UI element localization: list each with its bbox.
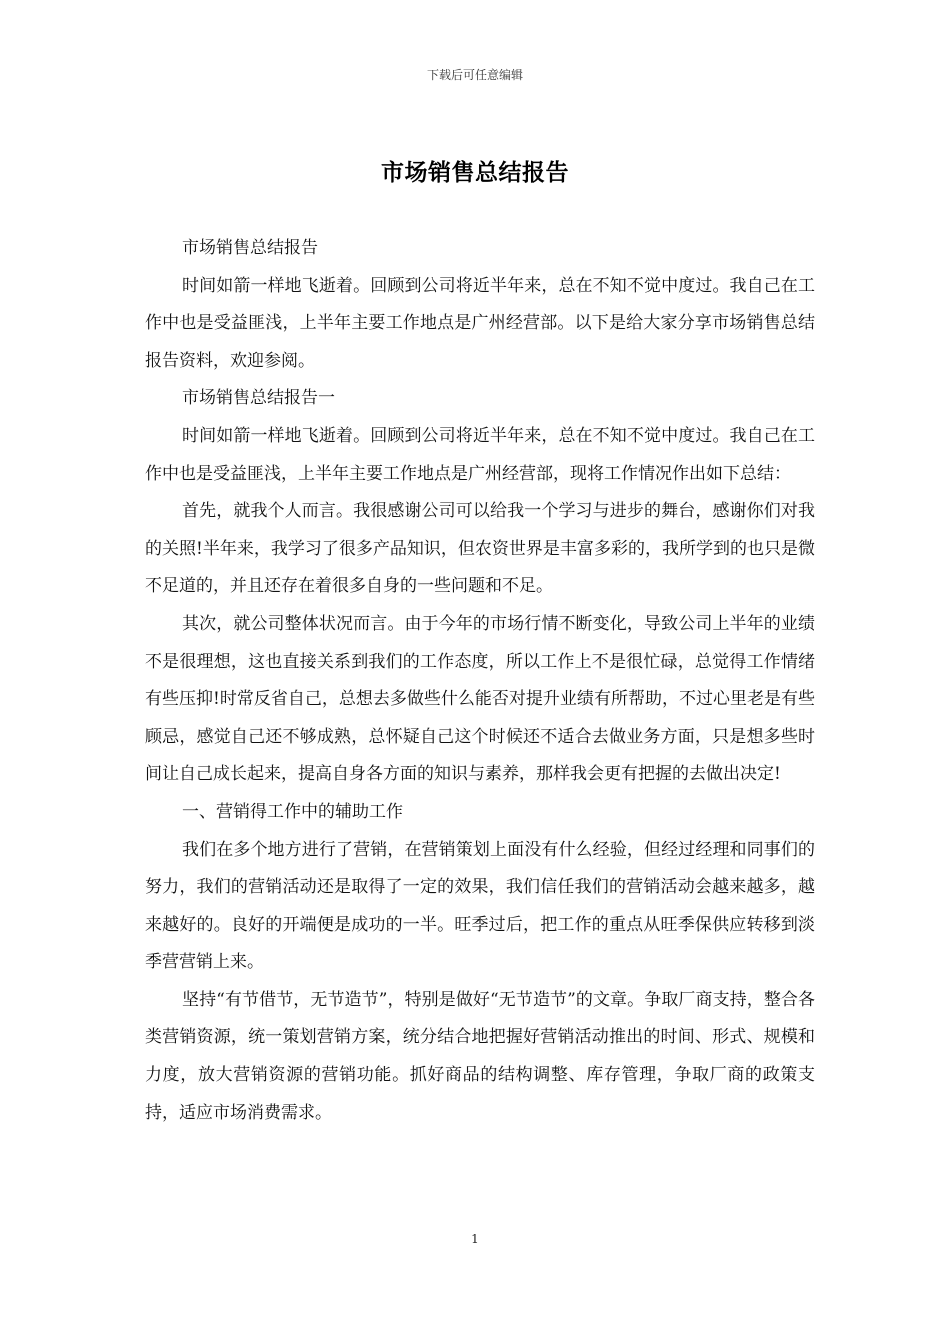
document-body: [145, 230, 815, 1132]
document-title: 市场销售总结报告: [381, 159, 569, 186]
paragraph: 我们在多个地方进行了营销，在营销策划上面没有什么经验，但经过经理和同事们的努力，我们的营销活动还是取得了一定的效果，我们信任我们的营销活动会越来越多，越来越好的。良好的开端便是成功的一半。旺季过后，把工作的重点从旺季保供应转移到淡季营营销上来。: [145, 839, 815, 973]
section-heading: 市场销售总结报告一: [182, 388, 335, 409]
paragraph: 其次，就公司整体状况而言。由于今年的市场行情不断变化，导致公司上半年的业绩不是很理想，这也直接关系到我们的工作态度，所以工作上不是很忙碌，总觉得工作情绪有些压抑!时常反省自己，总想去多做些什么能否对提升业绩有所帮助，不过心里老是有些顾忌，感觉自己还不够成熟，总怀疑自己这个时候还不适合去做业务方面，只是想多些时间让自己成长起来，提高自身各方面的知识与素养，那样我会更有把握的去做出决定!: [145, 613, 815, 785]
section-heading: 一、营销得工作中的辅助工作: [182, 801, 403, 822]
page-number: 1: [471, 1232, 479, 1246]
paragraph: 首先，就我个人而言。我很感谢公司可以给我一个学习与进步的舞台，感谢你们对我的关照!半年来，我学习了很多产品知识，但农资世界是丰富多彩的，我所学到的也只是微不足道的，并且还存在着很多自身的一些问题和不足。: [145, 501, 815, 597]
header-note: 下载后可任意编辑: [426, 68, 523, 82]
paragraph: 时间如箭一样地飞逝着。回顾到公司将近半年来，总在不知不觉中度过。我自己在工作中也是受益匪浅，上半年主要工作地点是广州经营部，现将工作情况作出如下总结：: [145, 425, 815, 484]
paragraph: 时间如箭一样地飞逝着。回顾到公司将近半年来，总在不知不觉中度过。我自己在工作中也是受益匪浅，上半年主要工作地点是广州经营部。以下是给大家分享市场销售总结报告资料，欢迎参阅。: [145, 275, 815, 371]
section-heading: 市场销售总结报告: [182, 238, 318, 258]
paragraph: 坚持“有节借节，无节造节”，特别是做好“无节造节”的文章。争取厂商支持，整合各类营销资源，统一策划营销方案，统分结合地把握好营销活动推出的时间、形式、规模和力度，放大营销资源的营销功能。抓好商品的结构调整、库存管理，争取厂商的政策支持，适应市场消费需求。: [145, 989, 815, 1123]
